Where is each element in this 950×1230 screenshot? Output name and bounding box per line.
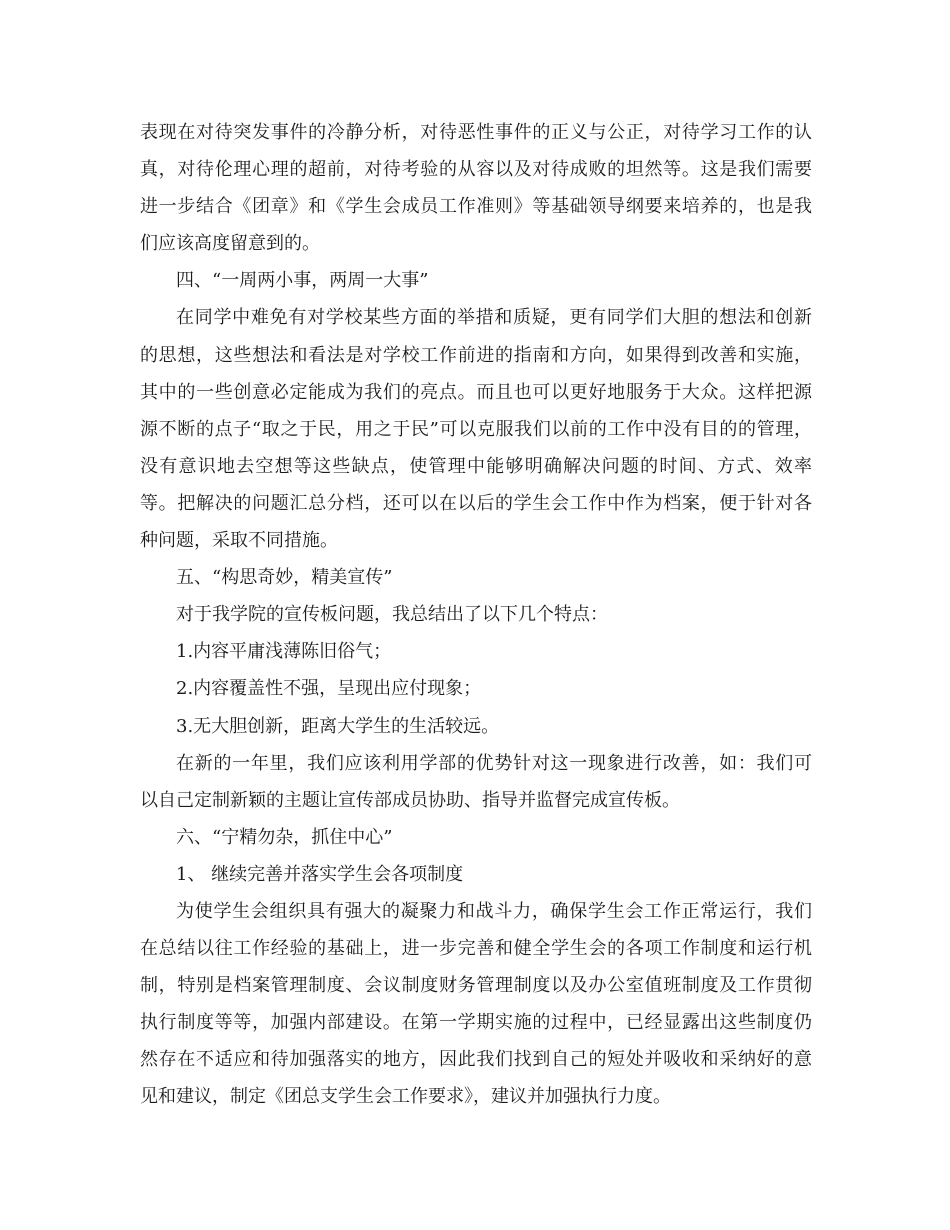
text-line: 等。把解决的问题汇总分档，还可以在以后的学生会工作中作为档案，便于针对各	[140, 492, 812, 514]
text-line: 进一步结合《团章》和《学生会成员工作准则》等基础领导纲要来培养的，也是我	[140, 196, 812, 218]
text-line: 执行制度等等，加强内部建设。在第一学期实施的过程中，已经显露出这些制度仍	[140, 1012, 812, 1034]
text-line: 对于我学院的宣传板问题，我总结出了以下几个特点：	[176, 604, 608, 626]
text-line: 种问题，采取不同措施。	[140, 530, 338, 552]
text-line: 真，对待伦理心理的超前，对待考验的从容以及对待成败的坦然等。这是我们需要	[140, 159, 812, 181]
section-heading: 六、“宁精勿杂，抓住中心”	[176, 826, 393, 848]
text-line: 为使学生会组织具有强大的凝聚力和战斗力，确保学生会工作正常运行，我们	[176, 900, 812, 922]
text-line: 制，特别是档案管理制度、会议制度财务管理制度以及办公室值班制度及工作贯彻	[140, 975, 812, 997]
text-line: 表现在对待突发事件的冷静分析，对待恶性事件的正义与公正，对待学习工作的认	[140, 122, 812, 143]
text-line: 见和建议，制定《团总支学生会工作要求》，建议并加强执行力度。	[140, 1086, 671, 1108]
list-item: 3.无大胆创新，距离大学生的生活较远。	[176, 715, 500, 737]
section-heading: 五、“构思奇妙，精美宣传”	[176, 567, 393, 589]
text-line: 们应该高度留意到的。	[140, 233, 320, 255]
text-line: 源不断的点子“取之于民，用之于民”可以克服我们以前的工作中没有目的的管理，	[140, 418, 812, 440]
list-item: 1.内容平庸浅薄陈旧俗气；	[176, 641, 392, 663]
text-line: 没有意识地去空想等这些缺点，使管理中能够明确解决问题的时间、方式、效率	[140, 455, 812, 477]
text-line: 在总结以往工作经验的基础上，进一步完善和健全学生会的各项工作制度和运行机	[140, 938, 812, 960]
text-line: 的思想，这些想法和看法是对学校工作前进的指南和方向，如果得到改善和实施，	[140, 344, 812, 366]
section-heading: 四、“一周两小事，两周一大事”	[176, 270, 429, 292]
list-item: 2.内容覆盖性不强，呈现出应付现象；	[176, 678, 482, 700]
subsection-heading: 1、 继续完善并落实学生会各项制度	[176, 863, 464, 885]
text-line: 以自己定制新颖的主题让宣传部成员协助、指导并监督完成宣传板。	[140, 789, 680, 811]
text-line: 然存在不适应和待加强落实的地方，因此我们找到自己的短处并吸收和采纳好的意	[140, 1049, 812, 1071]
text-line: 在同学中难免有对学校某些方面的举措和质疑，更有同学们大胆的想法和创新	[176, 307, 812, 329]
text-line: 其中的一些创意必定能成为我们的亮点。而且也可以更好地服务于大众。这样把源	[140, 381, 812, 403]
document-page	[140, 114, 812, 1116]
text-line: 在新的一年里，我们应该利用学部的优势针对这一现象进行改善，如：我们可	[176, 752, 812, 774]
